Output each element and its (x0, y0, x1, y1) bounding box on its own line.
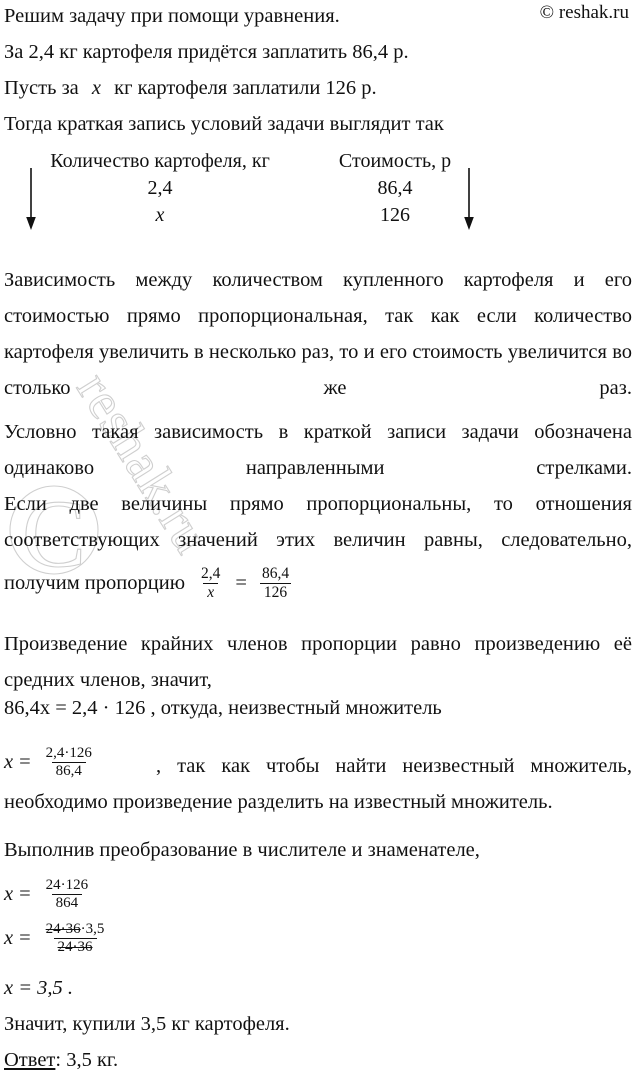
answer-label: Ответ (4, 1049, 56, 1071)
intro-line-2: За 2,4 кг картофеля придётся заплатить 86,4 р. (4, 41, 409, 63)
variable-x: x (4, 927, 14, 950)
table-header-cost: Стоимость, р (338, 150, 452, 172)
answer-line (4, 1050, 118, 1072)
equals-sign: = (19, 751, 31, 774)
intro-line-3 (4, 78, 377, 100)
remaining-factor-numerator: ·3,5 (80, 921, 105, 937)
result-x-value (4, 978, 73, 1000)
solve-x-step-3 (4, 922, 113, 956)
equals-sign: = (19, 927, 31, 950)
equals-sign: = (19, 883, 31, 906)
fraction-denominator: x (203, 583, 218, 601)
fraction-left (197, 566, 224, 601)
watermark-text-glyphs: reshak.ru (65, 362, 221, 564)
equals-sign: = (235, 571, 247, 594)
paragraph-ratio-rule: Если две величины прямо пропорциональны, то отношения соответствующих значений этих величин равны, следовательно, (4, 493, 632, 551)
fraction-solve-x-2 (42, 878, 93, 912)
table-header-quantity: Количество картофеля, кг (50, 150, 270, 172)
fraction-solve-x-3 (42, 922, 109, 956)
fraction-numerator: 2,4 (201, 565, 221, 582)
watermark-copyright-glyph: C (22, 480, 87, 587)
proportion-equation (4, 566, 298, 601)
fraction-denominator: 864 (52, 894, 83, 911)
brief-record-table (0, 150, 635, 245)
intro-line-3-suffix: кг картофеля заплатили 126 р. (114, 77, 377, 99)
conclusion-text: Значит, купили 3,5 кг картофеля. (4, 1013, 290, 1035)
answer-value: : 3,5 кг. (55, 1049, 119, 1071)
paragraph-transform: Выполнив преобразование в числителе и знаменателе, (4, 839, 480, 861)
site-copyright: © reshak.ru (539, 2, 629, 23)
intro-line-3-prefix: Пусть за (4, 77, 79, 99)
fraction-numerator: 2,4·126 (45, 745, 92, 761)
cancelled-factor-numerator: 24·36 (45, 921, 81, 937)
variable-x: x (4, 751, 14, 774)
fraction-numerator (42, 922, 109, 938)
proportion-lead-text: получим пропорцию (4, 571, 186, 594)
solve-x-step-2 (4, 878, 97, 912)
variable-x: x (4, 883, 14, 906)
variable-x: x (91, 77, 102, 99)
intro-line-4: Тогда краткая запись условий задачи выглядит так (4, 113, 444, 135)
reason-text-after-fraction: , так как чтобы найти неизвестный множитель, необходимо произведение разделить на известный множитель. (4, 755, 632, 813)
paragraph-means-extremes: Произведение крайних членов пропорции равно произведению её средних членов, значит, (4, 633, 632, 691)
intro-line-1: Решим задачу при помощи уравнения. (4, 5, 340, 27)
fraction-denominator: 86,4 (52, 762, 86, 779)
paragraph-arrows-note: Условно такая зависимость в краткой записи задачи обозначена одинаково направленными стрелками. (4, 421, 632, 479)
table-row: x (155, 204, 165, 226)
table-row: 86,4 (377, 177, 413, 199)
fraction-denominator: 126 (260, 583, 291, 601)
fraction-numerator: 86,4 (261, 565, 290, 582)
table-row: 2,4 (147, 177, 173, 199)
fraction-right (258, 566, 293, 601)
table-row: 126 (380, 204, 410, 226)
paragraph-proportionality: Зависимость между количеством купленного картофеля и его стоимостью прямо пропорциональная, так как если количество картофеля увеличить в несколько раз, то и его стоимость увеличится во столько же раз. (4, 269, 632, 399)
cancelled-factor-denominator: 24·36 (54, 938, 97, 955)
result-expression: x = 3,5 . (4, 977, 74, 999)
equation-86-4x (4, 698, 442, 720)
fraction-numerator: 24·126 (45, 877, 89, 893)
equation-86-4x-text: 86,4x = 2,4 · 126 , откуда, неизвестный множитель (4, 697, 442, 719)
